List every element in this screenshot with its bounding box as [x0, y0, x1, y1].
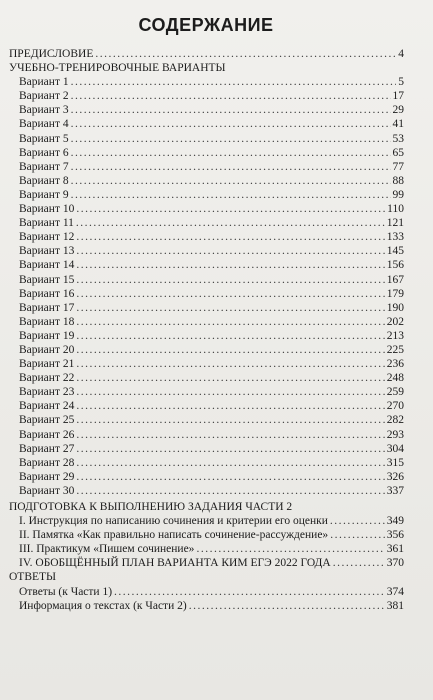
dot-leader — [71, 75, 397, 89]
entry-label: Вариант 25 — [19, 414, 75, 427]
entry-label: III. Практикум «Пишем сочинение» — [19, 543, 195, 556]
entry-page-number: 145 — [386, 245, 404, 258]
toc-entry-variant[interactable] — [8, 89, 404, 103]
entry-page-number: 77 — [392, 160, 404, 173]
toc-entry-variant[interactable] — [8, 287, 404, 301]
dot-leader — [189, 599, 385, 613]
entry-label: Вариант 30 — [19, 484, 75, 497]
answers-list — [8, 585, 404, 613]
entry-label: Вариант 15 — [19, 273, 75, 286]
toc-entry-variant[interactable] — [8, 132, 404, 146]
entry-page-number: 99 — [392, 188, 404, 201]
entry-label: Вариант 17 — [19, 301, 75, 314]
entry-label: II. Памятка «Как правильно написать сочинение-рассуждение» — [19, 529, 329, 542]
toc-entry-variant[interactable] — [8, 273, 404, 287]
entry-page-number: 179 — [386, 287, 404, 300]
entry-page-number: 202 — [386, 315, 404, 328]
entry-label: Вариант 2 — [19, 90, 69, 103]
toc-entry-variant[interactable] — [8, 329, 404, 343]
dot-leader — [76, 399, 384, 413]
entry-page-number: 167 — [386, 273, 404, 286]
entry-label: Вариант 12 — [19, 231, 75, 244]
entry-page-number: 5 — [398, 76, 404, 89]
dot-leader — [76, 329, 384, 343]
entry-page-number: 361 — [386, 543, 404, 556]
dot-leader — [71, 117, 391, 131]
entry-label: Вариант 18 — [19, 315, 75, 328]
entry-page-number: 315 — [386, 456, 404, 469]
entry-page-number: 213 — [386, 329, 404, 342]
entry-label: Вариант 11 — [19, 217, 74, 230]
dot-leader — [76, 301, 384, 315]
dot-leader — [76, 202, 385, 216]
entry-label: Вариант 24 — [19, 400, 75, 413]
entry-page-number: 282 — [386, 414, 404, 427]
entry-label: Вариант 26 — [19, 428, 75, 441]
entry-label: Вариант 14 — [19, 259, 75, 272]
entry-label: Вариант 22 — [19, 372, 75, 385]
toc-entry-variant[interactable] — [8, 385, 404, 399]
entry-page-number: 88 — [392, 174, 404, 187]
dot-leader — [76, 216, 385, 230]
dot-leader — [76, 230, 384, 244]
toc-entry-preparation[interactable] — [8, 514, 404, 528]
toc-entry-variant[interactable] — [8, 428, 404, 442]
dot-leader — [333, 556, 385, 570]
dot-leader — [76, 371, 384, 385]
entry-page-number: 29 — [392, 104, 404, 117]
entry-page-number: 304 — [386, 442, 404, 455]
toc-entry-variant[interactable] — [8, 174, 404, 188]
entry-page-number: 270 — [386, 400, 404, 413]
entry-page-number: 293 — [386, 428, 404, 441]
entry-label: Вариант 20 — [19, 343, 75, 356]
entry-label: Вариант 8 — [19, 174, 69, 187]
section-heading-answers: ОТВЕТЫ — [9, 571, 57, 584]
entry-page-number: 349 — [386, 515, 404, 528]
entry-label: Вариант 1 — [19, 76, 69, 89]
entry-page-number: 356 — [386, 529, 404, 542]
toc-entry-variant[interactable] — [8, 343, 404, 357]
entry-page-number: 17 — [392, 90, 404, 103]
page-title: СОДЕРЖАНИЕ — [138, 15, 274, 35]
entry-page-number: 156 — [386, 259, 404, 272]
toc-entry-variant[interactable] — [8, 146, 404, 160]
entry-page-number: 259 — [386, 386, 404, 399]
entry-page-number: 110 — [387, 203, 404, 216]
entry-label: IV. ОБОБЩЁННЫЙ ПЛАН ВАРИАНТА КИМ ЕГЭ 2022 ГОДА — [19, 557, 331, 570]
entry-page-number: 374 — [386, 585, 404, 598]
dot-leader — [71, 188, 391, 202]
entry-page-number: 41 — [392, 118, 404, 131]
toc-entry-answers[interactable] — [8, 599, 404, 613]
entry-page-number: 248 — [386, 372, 404, 385]
toc-entry-preparation[interactable] — [8, 542, 404, 556]
toc-entry-variant[interactable] — [8, 230, 404, 244]
entry-label: ПРЕДИСЛОВИЕ — [9, 48, 94, 60]
toc-entry-variant[interactable] — [8, 470, 404, 484]
entry-page-number: 53 — [392, 132, 404, 145]
toc-entry-variant[interactable] — [8, 103, 404, 117]
entry-page-number: 381 — [386, 599, 404, 612]
toc-entry-variant[interactable] — [8, 357, 404, 371]
dot-leader — [71, 89, 391, 103]
entry-label: Вариант 21 — [19, 358, 75, 371]
dot-leader — [76, 385, 384, 399]
dot-leader — [76, 273, 384, 287]
toc-entry-variant[interactable] — [8, 202, 404, 216]
dot-leader — [76, 456, 384, 470]
dot-leader — [76, 470, 384, 484]
toc-entry-variant[interactable] — [8, 244, 404, 258]
toc-entry-preparation[interactable] — [8, 528, 404, 542]
toc-entry-variant[interactable] — [8, 258, 404, 272]
toc-entry-variant[interactable] — [8, 413, 404, 427]
toc-entry-variant[interactable] — [8, 216, 404, 230]
section-heading-preparation: ПОДГОТОВКА К ВЫПОЛНЕНИЮ ЗАДАНИЯ ЧАСТИ 2 — [9, 501, 293, 513]
entry-page-number: 65 — [392, 146, 404, 159]
toc-entry-variant[interactable] — [8, 75, 404, 89]
training-variants-list — [8, 75, 404, 498]
toc-entry-variant[interactable] — [8, 399, 404, 413]
table-of-contents — [8, 14, 404, 613]
toc-entry-variant[interactable] — [8, 301, 404, 315]
dot-leader — [71, 174, 391, 188]
entry-label: Вариант 3 — [19, 104, 69, 117]
dot-leader — [76, 343, 384, 357]
dot-leader — [95, 47, 396, 61]
section-heading-training: УЧЕБНО-ТРЕНИРОВОЧНЫЕ ВАРИАНТЫ — [9, 62, 226, 75]
dot-leader — [114, 585, 385, 599]
dot-leader — [76, 258, 384, 272]
entry-page-number: 4 — [398, 48, 404, 60]
toc-entry-variant[interactable] — [8, 315, 404, 329]
toc-entry-variant[interactable] — [8, 484, 404, 498]
entry-label: Вариант 6 — [19, 146, 69, 159]
dot-leader — [71, 146, 391, 160]
toc-entry-variant[interactable] — [8, 371, 404, 385]
dot-leader — [76, 442, 384, 456]
entry-label: Ответы (к Части 1) — [19, 585, 113, 598]
entry-label: Вариант 4 — [19, 118, 69, 131]
entry-label: Вариант 7 — [19, 160, 69, 173]
entry-label: Вариант 23 — [19, 386, 75, 399]
dot-leader — [196, 542, 384, 556]
entry-page-number: 370 — [386, 557, 404, 570]
dot-leader — [76, 413, 384, 427]
entry-page-number: 121 — [386, 217, 404, 230]
entry-label: Вариант 29 — [19, 470, 75, 483]
toc-entry-answers[interactable] — [8, 585, 404, 599]
dot-leader — [76, 287, 384, 301]
entry-label: Вариант 19 — [19, 329, 75, 342]
entry-page-number: 225 — [386, 343, 404, 356]
entry-label: I. Инструкция по написанию сочинения и критерии его оценки — [19, 515, 328, 528]
toc-entry-variant[interactable] — [8, 442, 404, 456]
dot-leader — [330, 528, 385, 542]
dot-leader — [71, 103, 391, 117]
toc-entry-variant[interactable] — [8, 188, 404, 202]
dot-leader — [71, 160, 391, 174]
entry-label: Вариант 13 — [19, 245, 75, 258]
entry-page-number: 337 — [386, 484, 404, 497]
entry-page-number: 190 — [386, 301, 404, 314]
dot-leader — [76, 428, 384, 442]
entry-label: Вариант 28 — [19, 456, 75, 469]
dot-leader — [76, 315, 384, 329]
dot-leader — [76, 244, 384, 258]
preparation-list — [8, 514, 404, 570]
toc-entry-preface[interactable] — [8, 47, 404, 61]
toc-entry-variant[interactable] — [8, 456, 404, 470]
entry-label: Вариант 27 — [19, 442, 75, 455]
toc-entry-variant[interactable] — [8, 117, 404, 131]
dot-leader — [71, 132, 391, 146]
dot-leader — [330, 514, 385, 528]
entry-label: Вариант 10 — [19, 203, 75, 216]
entry-label: Вариант 9 — [19, 188, 69, 201]
entry-page-number: 326 — [386, 470, 404, 483]
entry-label: Вариант 5 — [19, 132, 69, 145]
entry-label: Информация о текстах (к Части 2) — [19, 599, 187, 612]
dot-leader — [76, 357, 384, 371]
entry-page-number: 133 — [386, 231, 404, 244]
entry-page-number: 236 — [386, 358, 404, 371]
dot-leader — [76, 484, 384, 498]
toc-entry-variant[interactable] — [8, 160, 404, 174]
entry-label: Вариант 16 — [19, 287, 75, 300]
toc-entry-preparation[interactable] — [8, 556, 404, 570]
